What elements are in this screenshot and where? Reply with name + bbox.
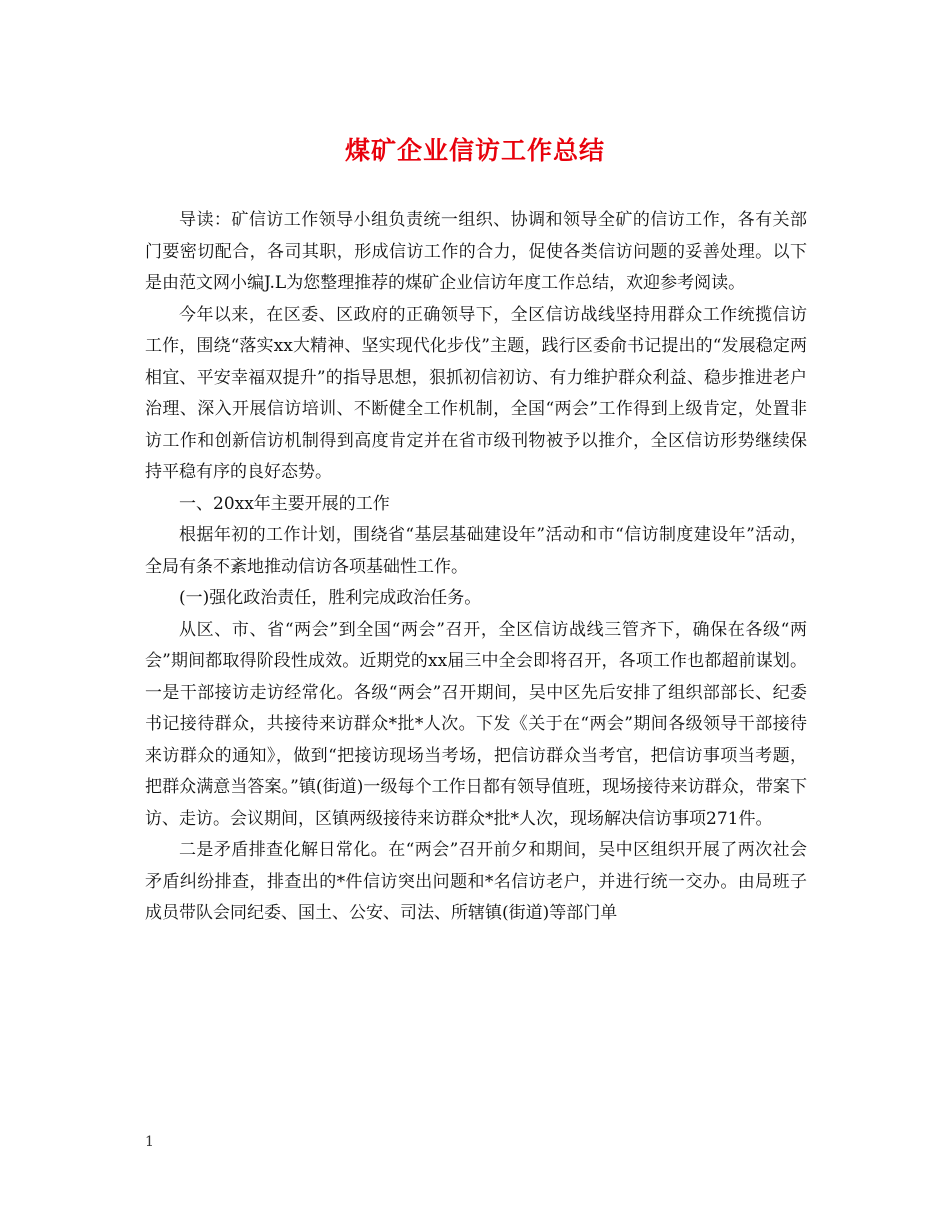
paragraph-two-sessions: 从区、市、省“两会”到全国“两会”召开，全区信访战线三管齐下，确保在各级“两会”期间都取得阶段性成效。近期党的xx届三中全会即将召开，各项工作也都超前谋划。一是干部接访走访经常化。各级“两会”召开期间，吴中区先后安排了组织部部长、纪委书记接待群众，共接待来访群众*批*人次。下发《关于在“两会”期间各级领导干部接待来访群众的通知》，做到“把接访现场当考场，把信访群众当考官，把信访事项当考题，把群众满意当答案。”镇(街道)一级每个工作日都有领导值班，现场接待来访群众，带案下访、走访。会议期间，区镇两级接待来访群众*批*人次，现场解决信访事项271件。 [145,619,807,829]
document-title: 煤矿企业信访工作总结 [344,136,605,165]
paragraph-conflict-screening: 二是矛盾排查化解日常化。在“两会”召开前夕和期间，吴中区组织开展了两次社会矛盾纠纷排查，排查出的*件信访突出问题和*名信访老户，并进行统一交办。由局班子成员带队会同纪委、国土、公安、司法、所辖镇(街道)等部门单 [145,840,807,923]
paragraph-intro: 导读：矿信访工作领导小组负责统一组织、协调和领导全矿的信访工作，各有关部门要密切配合，各司其职，形成信访工作的合力，促使各类信访问题的妥善处理。以下是由范文网小编J.L为您整理推荐的煤矿企业信访年度工作总结，欢迎参考阅读。 [145,210,807,293]
paragraph-overview: 今年以来，在区委、区政府的正确领导下，全区信访战线坚持用群众工作统揽信访工作，围绕“落实xx大精神、坚实现代化步伐”主题，践行区委俞书记提出的“发展稳定两相宜、平安幸福双提升”的指导思想，狠抓初信初访、有力维护群众利益、稳步推进老户治理、深入开展信访培训、不断健全工作机制，全国“两会”工作得到上级肯定，处置非访工作和创新信访机制得到高度肯定并在省市级刊物被予以推介，全区信访形势继续保持平稳有序的良好态势。 [145,304,807,482]
document-body [145,205,807,930]
section-heading-1: 一、20xx年主要开展的工作 [179,493,390,514]
paragraph-plan: 根据年初的工作计划，围绕省“基层基础建设年”活动和市“信访制度建设年”活动，全局有条不紊地推动信访各项基础性工作。 [145,525,807,577]
subsection-heading-1: (一)强化政治责任，胜利完成政治任务。 [179,588,482,608]
page-number: 1 [145,1134,154,1150]
